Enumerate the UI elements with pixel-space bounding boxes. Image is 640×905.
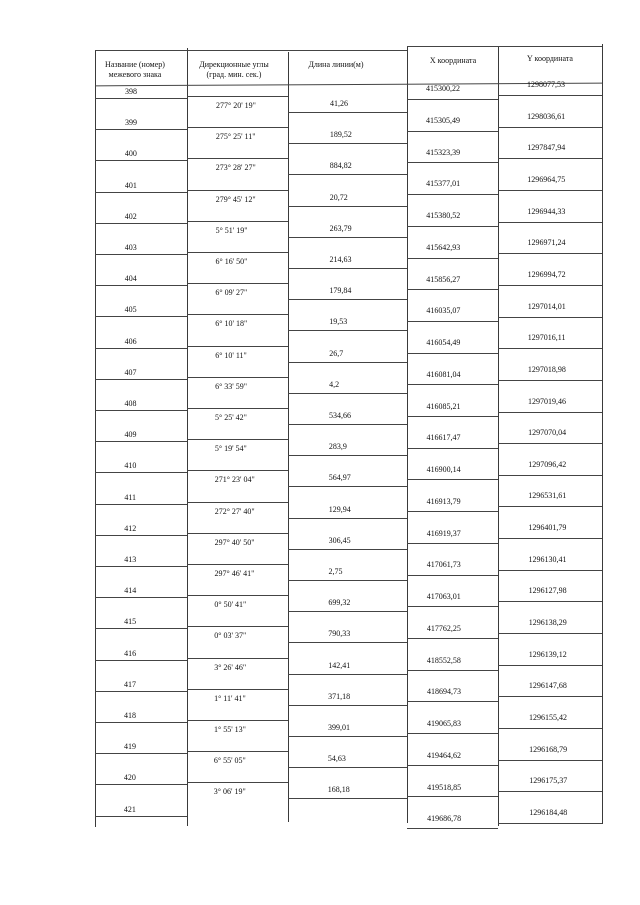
row-divider [187, 408, 288, 409]
direction-angle: 0° 50' 41" [214, 600, 247, 610]
line-length: 41,26 [330, 99, 348, 108]
point-name: 415 [124, 617, 137, 627]
y-coordinate: 1298036,61 [527, 111, 566, 121]
point-name: 421 [123, 804, 136, 814]
direction-angle: 5° 51' 19" [215, 225, 248, 235]
x-coordinate: 416900,14 [426, 465, 461, 474]
point-name: 407 [124, 367, 137, 377]
row-divider [498, 791, 602, 792]
x-coordinate: 416035,07 [426, 306, 461, 316]
line-length: 4,2 [329, 379, 340, 389]
row-divider [187, 96, 288, 97]
row-divider [407, 353, 498, 354]
x-coordinate: 416054,49 [426, 338, 461, 347]
row-divider [288, 549, 407, 550]
row-divider [95, 597, 187, 598]
y-coordinate: 1297016,11 [527, 333, 566, 343]
line-length: 399,01 [328, 723, 350, 732]
row-divider [498, 158, 602, 159]
row-divider [95, 254, 187, 255]
y-coordinate: 1296139,12 [528, 649, 567, 659]
row-divider [288, 393, 407, 394]
row-divider [187, 782, 288, 783]
y-coordinate: 1296184,48 [529, 807, 568, 817]
row-divider [407, 448, 498, 449]
row-divider [288, 580, 407, 581]
x-coordinate: 416913,79 [426, 496, 461, 506]
y-coordinate: 1296175,37 [529, 776, 568, 786]
x-coordinate: 415642,93 [426, 242, 461, 252]
x-coordinate: 419518,85 [427, 782, 462, 792]
point-name: 402 [124, 211, 137, 221]
row-divider [407, 575, 498, 576]
row-divider [95, 784, 187, 785]
row-divider [498, 538, 602, 539]
row-divider [407, 670, 498, 671]
row-divider [288, 362, 407, 363]
line-length: 790,33 [328, 629, 351, 639]
row-divider [187, 502, 288, 503]
y-coordinate: 1296531,61 [528, 491, 567, 501]
row-divider [288, 424, 407, 425]
row-divider [95, 285, 187, 286]
row-divider [498, 601, 602, 602]
line-length: 283,9 [328, 442, 347, 452]
y-coordinate: 1296155,42 [529, 713, 567, 722]
row-divider [187, 158, 288, 159]
line-length: 19,53 [329, 317, 348, 327]
point-name: 399 [124, 118, 137, 128]
row-divider [95, 129, 187, 130]
row-divider [187, 470, 288, 471]
line-length: 54,63 [327, 754, 346, 764]
direction-angle: 272° 27' 40" [214, 506, 255, 516]
row-divider [407, 131, 498, 132]
row-divider [187, 720, 288, 721]
row-divider [95, 160, 187, 161]
x-coordinate: 418552,58 [426, 655, 461, 665]
row-divider [95, 691, 187, 692]
x-coordinate: 419464,62 [427, 750, 462, 760]
row-divider [288, 268, 407, 269]
row-divider [407, 384, 498, 385]
y-coordinate: 1297014,01 [527, 301, 566, 311]
row-divider [187, 283, 288, 284]
line-length: 2,75 [328, 567, 343, 576]
row-divider [498, 380, 602, 381]
header-point-name: Название (номер) межевого знака [105, 60, 165, 79]
row-divider [498, 633, 602, 634]
row-divider [95, 753, 187, 754]
row-divider [288, 674, 407, 675]
direction-angle: 6° 55' 05" [213, 756, 246, 766]
point-name: 398 [125, 87, 137, 96]
row-divider [498, 443, 602, 444]
row-divider [95, 192, 187, 193]
row-divider [187, 626, 288, 627]
y-coordinate: 1296994,72 [527, 269, 566, 279]
row-divider [187, 190, 288, 191]
direction-angle: 277° 20' 19" [216, 101, 256, 110]
y-coordinate: 1296971,24 [527, 238, 566, 248]
column-border [602, 44, 603, 824]
row-divider [187, 314, 288, 315]
y-coordinate: 1296147,68 [528, 681, 567, 691]
row-divider [288, 237, 407, 238]
direction-angle: 0° 03' 37" [214, 631, 247, 641]
point-name: 417 [124, 679, 137, 689]
line-length: 214,63 [329, 255, 352, 264]
line-length: 129,94 [328, 504, 351, 514]
row-divider [498, 253, 602, 254]
row-divider [407, 226, 498, 227]
row-divider [498, 222, 602, 223]
column-border [288, 52, 289, 822]
line-length: 189,52 [329, 130, 352, 140]
direction-angle: 5° 25' 42" [215, 413, 247, 422]
row-divider [288, 486, 407, 487]
line-length: 884,82 [329, 161, 352, 171]
row-divider [407, 828, 498, 829]
x-coordinate: 417063,01 [426, 592, 461, 601]
row-divider [288, 518, 407, 519]
row-divider [187, 439, 288, 440]
row-divider [498, 190, 602, 191]
x-coordinate: 416085,21 [426, 401, 461, 411]
row-divider [407, 543, 498, 544]
row-divider [407, 289, 498, 290]
line-length: 699,32 [328, 598, 351, 608]
row-divider [407, 416, 498, 417]
point-name: 409 [124, 430, 137, 440]
row-divider [407, 606, 498, 607]
row-divider [498, 506, 602, 507]
direction-angle: 6° 10' 11" [215, 350, 247, 360]
row-divider [407, 194, 498, 195]
direction-angle: 271° 23' 04" [214, 475, 255, 485]
x-coordinate: 417762,25 [426, 623, 461, 633]
row-divider [187, 377, 288, 378]
row-divider [95, 566, 187, 567]
header-line-length: Длина линии(м) [308, 60, 364, 69]
point-name: 420 [123, 773, 136, 783]
point-name: 403 [124, 243, 137, 252]
header-top-border [95, 50, 407, 51]
row-divider [288, 143, 407, 144]
row-divider [407, 258, 498, 259]
point-name: 414 [124, 586, 137, 596]
y-coordinate: 1298077,53 [527, 80, 565, 89]
direction-angle: 6° 16' 50" [215, 257, 248, 266]
row-divider [288, 611, 407, 612]
x-coordinate: 417061,73 [426, 560, 461, 570]
row-divider [187, 595, 288, 596]
row-divider [95, 472, 187, 473]
row-divider [288, 642, 407, 643]
direction-angle: 297° 46' 41" [214, 569, 255, 578]
x-coordinate: 416919,37 [426, 528, 461, 538]
row-divider [407, 796, 498, 797]
row-divider [187, 127, 288, 128]
row-divider [187, 689, 288, 690]
row-divider [95, 348, 187, 349]
row-divider [288, 206, 407, 207]
row-divider [187, 751, 288, 752]
y-coordinate: 1297018,98 [527, 364, 566, 374]
line-length: 142,41 [328, 660, 351, 670]
row-divider [498, 475, 602, 476]
x-coordinate: 415300,22 [426, 84, 460, 93]
column-border [407, 47, 408, 823]
x-coordinate: 415377,01 [426, 179, 461, 189]
column-border [187, 48, 188, 826]
row-divider [498, 665, 602, 666]
row-divider [288, 174, 407, 175]
line-length: 371,18 [328, 691, 351, 701]
row-divider [407, 479, 498, 480]
row-divider [187, 221, 288, 222]
row-divider [187, 252, 288, 253]
y-coordinate: 1297019,46 [528, 396, 566, 406]
row-divider [407, 511, 498, 512]
row-divider [498, 728, 602, 729]
point-name: 419 [123, 742, 136, 752]
y-coordinate: 1297096,42 [528, 459, 567, 469]
direction-angle: 6° 10' 18" [215, 319, 248, 329]
x-coordinate: 415323,39 [426, 147, 461, 157]
row-divider [498, 127, 602, 128]
y-coordinate: 1297070,04 [528, 428, 567, 438]
row-divider [95, 535, 187, 536]
header-direction-angle: Дирекционные углы (град. мин. сек.) [199, 60, 269, 79]
column-border [95, 50, 96, 827]
point-name: 418 [124, 711, 136, 720]
y-coordinate: 1296168,79 [529, 744, 568, 754]
line-length: 168,18 [327, 785, 350, 795]
line-length: 179,84 [329, 286, 352, 296]
row-divider [95, 223, 187, 224]
row-divider [407, 162, 498, 163]
row-divider [95, 441, 187, 442]
row-divider [288, 455, 407, 456]
y-coordinate: 1296130,41 [528, 554, 567, 564]
row-divider [95, 379, 187, 380]
y-coordinate: 1296127,98 [528, 586, 567, 596]
line-length: 306,45 [328, 535, 351, 545]
row-divider [498, 348, 602, 349]
point-name: 404 [124, 274, 137, 284]
x-coordinate: 418694,73 [426, 687, 461, 697]
row-divider [407, 321, 498, 322]
row-divider [288, 767, 407, 768]
point-name: 412 [124, 523, 137, 533]
x-coordinate: 419686,78 [427, 814, 462, 824]
direction-angle: 3° 06' 19" [213, 787, 246, 797]
y-coordinate: 1296944,33 [527, 206, 566, 216]
point-name: 408 [124, 399, 137, 408]
point-name: 400 [124, 149, 137, 159]
row-divider [288, 330, 407, 331]
row-divider [95, 722, 187, 723]
line-length: 564,97 [328, 473, 351, 483]
row-divider [498, 95, 602, 96]
line-length: 534,66 [329, 411, 351, 420]
y-coordinate: 1296964,75 [527, 174, 566, 184]
point-name: 416 [124, 648, 137, 658]
row-divider [498, 696, 602, 697]
row-divider [498, 570, 602, 571]
row-divider [498, 760, 602, 761]
column-border [498, 46, 499, 826]
x-coordinate: 415856,27 [426, 274, 461, 284]
direction-angle: 6° 33' 59" [215, 381, 247, 391]
x-coordinate: 419065,83 [427, 719, 461, 728]
direction-angle: 1° 55' 13" [214, 725, 246, 734]
line-length: 20,72 [329, 192, 348, 202]
row-divider [95, 816, 187, 817]
x-coordinate: 416081,04 [426, 369, 461, 379]
x-coordinate: 415305,49 [426, 115, 461, 125]
direction-angle: 275° 25' 11" [215, 132, 256, 142]
row-divider [187, 346, 288, 347]
row-divider [288, 705, 407, 706]
header-top-border [407, 46, 602, 47]
row-divider [95, 628, 187, 629]
row-divider [407, 765, 498, 766]
row-divider [187, 533, 288, 534]
x-coordinate: 415380,52 [426, 211, 461, 220]
direction-angle: 297° 40' 50" [214, 537, 255, 547]
x-coordinate: 416617,47 [426, 433, 461, 443]
point-name: 405 [124, 305, 137, 315]
direction-angle: 273° 28' 27" [215, 163, 256, 173]
row-divider [498, 823, 602, 824]
header-y-coordinate: Y координата [527, 54, 573, 63]
y-coordinate: 1296138,29 [528, 618, 567, 628]
row-divider [95, 660, 187, 661]
row-divider [288, 736, 407, 737]
point-name: 401 [124, 180, 137, 190]
row-divider [288, 112, 407, 113]
row-divider [187, 658, 288, 659]
line-length: 26,7 [329, 348, 344, 358]
direction-angle: 1° 11' 41" [214, 693, 246, 703]
header-x-coordinate: Х координата [429, 56, 477, 65]
row-divider [288, 299, 407, 300]
point-name: 406 [124, 336, 137, 346]
direction-angle: 279° 45' 12" [215, 194, 256, 204]
y-coordinate: 1296401,79 [528, 523, 567, 533]
row-divider [498, 412, 602, 413]
row-divider [95, 316, 187, 317]
row-divider [288, 798, 407, 799]
direction-angle: 6° 09' 27" [215, 288, 248, 298]
point-name: 411 [124, 492, 137, 502]
row-divider [95, 504, 187, 505]
y-coordinate: 1297847,94 [527, 143, 566, 153]
row-divider [407, 733, 498, 734]
row-divider [407, 99, 498, 100]
line-length: 263,79 [329, 223, 352, 233]
row-divider [498, 285, 602, 286]
direction-angle: 5° 19' 54" [214, 444, 247, 454]
point-name: 413 [124, 555, 137, 564]
row-divider [498, 317, 602, 318]
row-divider [407, 701, 498, 702]
point-name: 410 [124, 461, 137, 471]
direction-angle: 3° 26' 46" [214, 662, 247, 672]
row-divider [187, 564, 288, 565]
row-divider [407, 638, 498, 639]
row-divider [95, 410, 187, 411]
row-divider [95, 98, 187, 99]
header-bottom-border [95, 83, 602, 87]
